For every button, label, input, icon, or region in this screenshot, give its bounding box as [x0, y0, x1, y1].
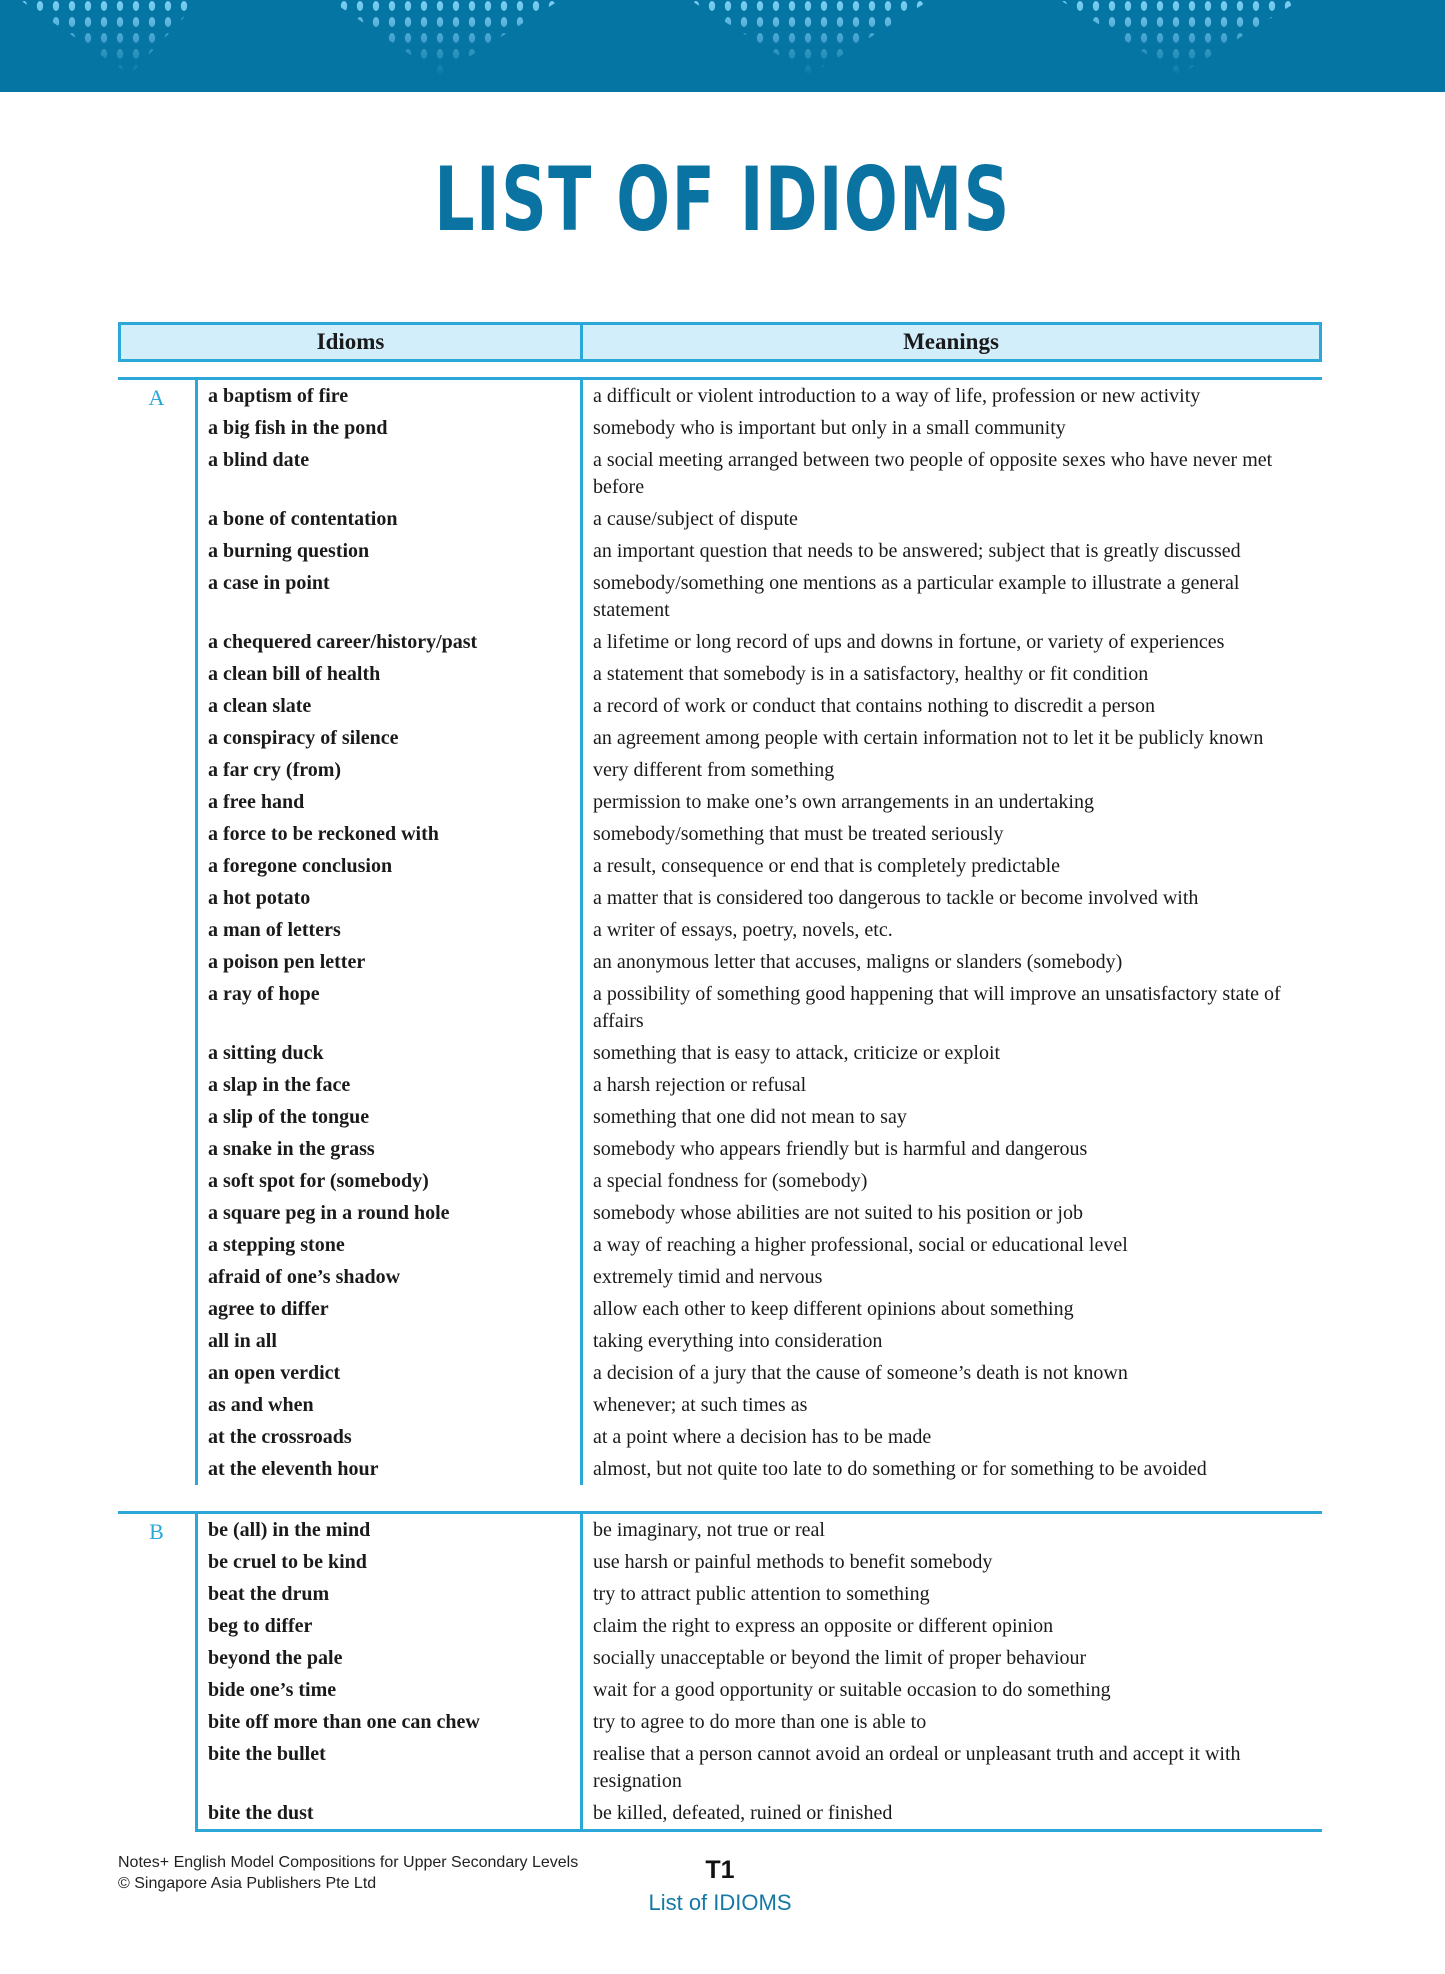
idiom-cell: a ray of hope — [198, 978, 583, 1037]
table-row — [198, 1738, 1322, 1797]
meaning-cell: somebody/something one mentions as a particular example to illustrate a general statement — [593, 572, 1240, 621]
meaning-cell: a result, consequence or end that is completely predictable — [593, 855, 1061, 877]
idiom-cell: beg to differ — [198, 1610, 583, 1642]
meaning-cell: a matter that is considered too dangerous to tackle or become involved with — [593, 887, 1199, 909]
idiom-cell: beyond the pale — [198, 1642, 583, 1674]
table-row — [198, 1706, 1322, 1738]
idiom-cell: a slip of the tongue — [198, 1101, 583, 1133]
table-row — [198, 444, 1322, 503]
idiom-cell: be (all) in the mind — [198, 1514, 583, 1546]
table-row — [198, 1357, 1322, 1389]
meaning-cell: permission to make one’s own arrangements in an undertaking — [593, 791, 1094, 813]
meaning-cell: something that one did not mean to say — [593, 1106, 907, 1128]
meaning-cell: an important question that needs to be answered; subject that is greatly discussed — [593, 540, 1241, 562]
meaning-cell: at a point where a decision has to be made — [593, 1426, 932, 1448]
table-header — [118, 322, 1322, 362]
idiom-cell: a conspiracy of silence — [198, 722, 583, 754]
idiom-cell: a hot potato — [198, 882, 583, 914]
table-row — [198, 818, 1322, 850]
footer-publication-info — [118, 1852, 578, 1894]
table-row — [198, 1069, 1322, 1101]
meaning-cell: a writer of essays, poetry, novels, etc. — [593, 919, 893, 941]
meaning-cell: be imaginary, not true or real — [593, 1519, 825, 1541]
idiom-cell: an open verdict — [198, 1357, 583, 1389]
meaning-cell: very different from something — [593, 759, 835, 781]
idiom-cell: agree to differ — [198, 1293, 583, 1325]
idiom-cell: a big fish in the pond — [198, 412, 583, 444]
table-row — [198, 1797, 1322, 1829]
meaning-cell: use harsh or painful methods to benefit somebody — [593, 1551, 993, 1573]
idiom-cell: bite the dust — [198, 1797, 583, 1829]
table-row — [198, 567, 1322, 626]
meaning-cell: try to attract public attention to something — [593, 1583, 930, 1605]
meaning-cell: a lifetime or long record of ups and downs in fortune, or variety of experiences — [593, 631, 1225, 653]
table-row — [198, 722, 1322, 754]
meaning-cell: a record of work or conduct that contains nothing to discredit a person — [593, 695, 1156, 717]
table-row — [198, 1546, 1322, 1578]
meaning-cell: somebody who is important but only in a small community — [593, 417, 1066, 439]
section-label: List of IDIOMS — [648, 1890, 792, 1915]
idiom-cell: as and when — [198, 1389, 583, 1421]
meaning-cell: taking everything into consideration — [593, 1330, 883, 1352]
idiom-cell: a slap in the face — [198, 1069, 583, 1101]
table-row — [198, 690, 1322, 722]
idiom-cell: at the eleventh hour — [198, 1453, 583, 1485]
table-row — [198, 1389, 1322, 1421]
table-row — [198, 1133, 1322, 1165]
section-a — [118, 377, 1322, 1480]
idiom-cell: be cruel to be kind — [198, 1546, 583, 1578]
idiom-cell: a foregone conclusion — [198, 850, 583, 882]
table-row — [198, 882, 1322, 914]
section-letter: A — [148, 385, 165, 410]
idiom-cell: a case in point — [198, 567, 583, 626]
table-row — [198, 978, 1322, 1037]
meaning-cell: a statement that somebody is in a satisfactory, healthy or fit condition — [593, 663, 1149, 685]
idiom-cell: bite the bullet — [198, 1738, 583, 1797]
idiom-cell: beat the drum — [198, 1578, 583, 1610]
idiom-cell: at the crossroads — [198, 1421, 583, 1453]
idiom-cell: a stepping stone — [198, 1229, 583, 1261]
table-row — [198, 1037, 1322, 1069]
table-row — [198, 850, 1322, 882]
meaning-cell: allow each other to keep different opinions about something — [593, 1298, 1074, 1320]
meaning-cell: a way of reaching a higher professional, social or educational level — [593, 1234, 1128, 1256]
column-header-idioms: Idioms — [121, 325, 583, 359]
meaning-cell: wait for a good opportunity or suitable occasion to do something — [593, 1679, 1111, 1701]
table-row — [198, 1101, 1322, 1133]
copyright: © Singapore Asia Publishers Pte Ltd — [118, 1875, 377, 1892]
section-letter: B — [149, 1519, 164, 1544]
meaning-cell: socially unacceptable or beyond the limit of proper behaviour — [593, 1647, 1087, 1669]
meaning-cell: whenever; at such times as — [593, 1394, 808, 1416]
idiom-cell: a sitting duck — [198, 1037, 583, 1069]
book-title: Notes+ English Model Compositions for Upper Secondary Levels — [118, 1854, 579, 1871]
section-rows — [195, 380, 1322, 1485]
table-row — [198, 946, 1322, 978]
idiom-cell: a chequered career/history/past — [198, 626, 583, 658]
meaning-cell: realise that a person cannot avoid an ordeal or unpleasant truth and accept it with resignation — [593, 1743, 1241, 1792]
section-b — [118, 1511, 1322, 1824]
meaning-cell: almost, but not quite too late to do something or for something to be avoided — [593, 1458, 1207, 1480]
table-row — [198, 1674, 1322, 1706]
table-row — [198, 1229, 1322, 1261]
table-row — [198, 503, 1322, 535]
meaning-cell: a cause/subject of dispute — [593, 508, 798, 530]
idiom-cell: a far cry (from) — [198, 754, 583, 786]
meaning-cell: somebody/something that must be treated seriously — [593, 823, 1004, 845]
meaning-cell: an anonymous letter that accuses, maligns or slanders (somebody) — [593, 951, 1123, 973]
column-header-meanings: Meanings — [903, 329, 999, 354]
meaning-cell: try to agree to do more than one is able to — [593, 1711, 927, 1733]
table-row — [198, 754, 1322, 786]
table-row — [198, 658, 1322, 690]
table-row — [198, 380, 1322, 412]
table-row — [198, 914, 1322, 946]
idiom-cell: a clean bill of health — [198, 658, 583, 690]
idiom-cell: afraid of one’s shadow — [198, 1261, 583, 1293]
idiom-cell: a blind date — [198, 444, 583, 503]
header-band — [0, 0, 1445, 92]
meaning-cell: a difficult or violent introduction to a way of life, profession or new activity — [593, 385, 1201, 407]
idiom-cell: a force to be reckoned with — [198, 818, 583, 850]
idiom-cell: all in all — [198, 1325, 583, 1357]
page-number: T1 — [705, 1856, 735, 1884]
table-row — [198, 1293, 1322, 1325]
idiom-cell: a free hand — [198, 786, 583, 818]
idiom-cell: a snake in the grass — [198, 1133, 583, 1165]
idiom-cell: a square peg in a round hole — [198, 1197, 583, 1229]
table-row — [198, 786, 1322, 818]
table-row — [198, 1514, 1322, 1546]
meaning-cell: a decision of a jury that the cause of someone’s death is not known — [593, 1362, 1128, 1384]
idiom-cell: bite off more than one can chew — [198, 1706, 583, 1738]
meaning-cell: a special fondness for (somebody) — [593, 1170, 868, 1192]
idiom-cell: bide one’s time — [198, 1674, 583, 1706]
idiom-cell: a bone of contentation — [198, 503, 583, 535]
meaning-cell: be killed, defeated, ruined or finished — [593, 1802, 893, 1824]
meaning-cell: an agreement among people with certain information not to let it be publicly known — [593, 727, 1264, 749]
meaning-cell: a social meeting arranged between two people of opposite sexes who have never met before — [593, 449, 1273, 498]
idiom-cell: a burning question — [198, 535, 583, 567]
table-row — [198, 1261, 1322, 1293]
idiom-cell: a man of letters — [198, 914, 583, 946]
dot-pattern-decoration — [0, 0, 1445, 92]
table-row — [198, 1421, 1322, 1453]
table-row — [198, 1642, 1322, 1674]
idiom-cell: a poison pen letter — [198, 946, 583, 978]
table-row — [198, 1197, 1322, 1229]
table-row — [198, 412, 1322, 444]
idiom-cell: a soft spot for (somebody) — [198, 1165, 583, 1197]
table-row — [198, 1610, 1322, 1642]
meaning-cell: a possibility of something good happening that will improve an unsatisfactory state of affairs — [593, 983, 1281, 1032]
table-row — [198, 1453, 1322, 1485]
table-row — [198, 1578, 1322, 1610]
table-row — [198, 1325, 1322, 1357]
meaning-cell: a harsh rejection or refusal — [593, 1074, 807, 1096]
section-rows — [195, 1514, 1322, 1832]
meaning-cell: somebody who appears friendly but is harmful and dangerous — [593, 1138, 1088, 1160]
table-row — [198, 535, 1322, 567]
table-row — [198, 626, 1322, 658]
meaning-cell: claim the right to express an opposite or different opinion — [593, 1615, 1054, 1637]
idiom-cell: a clean slate — [198, 690, 583, 722]
table-row — [198, 1165, 1322, 1197]
page-title: LIST OF IDIOMS — [434, 148, 1011, 251]
meaning-cell: somebody whose abilities are not suited to his position or job — [593, 1202, 1083, 1224]
meaning-cell: extremely timid and nervous — [593, 1266, 823, 1288]
idiom-cell: a baptism of fire — [198, 380, 583, 412]
meaning-cell: something that is easy to attack, criticize or exploit — [593, 1042, 1001, 1064]
